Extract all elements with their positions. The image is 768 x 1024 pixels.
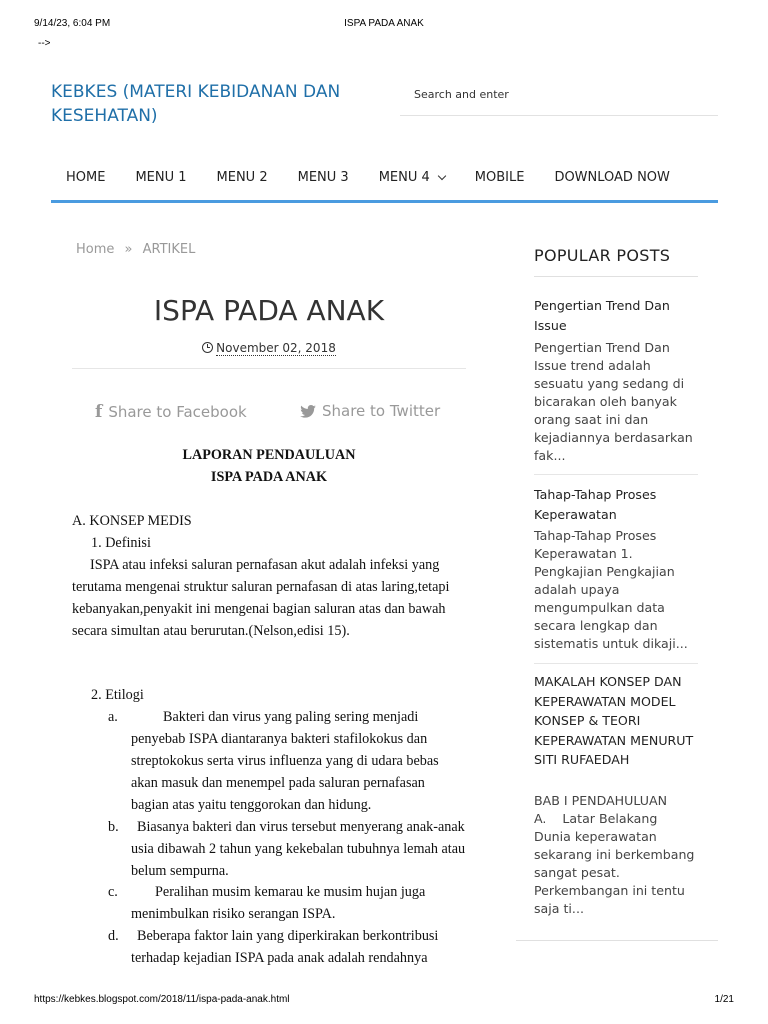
etiologi-marker: c. — [108, 884, 118, 900]
twitter-icon — [300, 405, 316, 418]
share-twitter-label: Share to Twitter — [322, 402, 441, 420]
chevron-down-icon — [438, 172, 446, 180]
share-facebook-button[interactable] — [95, 402, 247, 422]
stray-text: --> — [38, 38, 51, 49]
nav-item-menu-1[interactable]: MENU 1 — [135, 170, 187, 185]
etiologi-item: Biasanya bakteri dan virus tersebut menyerang anak-anak usia dibawah 2 tahun yang kekebalan tubuhnya lemah atau belum sempurna. — [131, 819, 466, 879]
etiologi-marker: b. — [108, 819, 119, 835]
list-item-etiologi: 2. Etilogi — [91, 687, 144, 703]
popular-post-snippet: A. Latar Belakang Dunia keperawatan sekarang ini berkembang sangat pesat. Perkembangan ini tentu saja ti... — [534, 811, 699, 916]
etiologi-marker: d. — [108, 928, 119, 944]
site-title[interactable]: KEBKES (MATERI KEBIDANAN DAN KESEHATAN) — [51, 82, 341, 126]
popular-post-title[interactable]: Pengertian Trend Dan Issue — [534, 298, 670, 333]
paragraph-definisi: ISPA atau infeksi saluran pernafasan akut adalah infeksi yang terutama mengenai struktur saluran pernafasan di atas laring,tetapi kebanyakan,penyakit ini mengenai bagian saluran atas dan bawah secara simultan atau berurutan.(Nelson,edisi 15). — [72, 557, 450, 639]
print-doc-title: ISPA PADA ANAK — [344, 18, 424, 29]
breadcrumb-current[interactable]: ARTIKEL — [142, 242, 196, 257]
list-item-definisi: 1. Definisi — [91, 535, 151, 551]
doc-heading: LAPORAN PENDAULUAN — [182, 447, 356, 463]
breadcrumb-separator: » — [124, 242, 133, 257]
etiologi-item: Bakteri dan virus yang paling sering menjadi penyebab ISPA diantaranya bakteri stafilokokus dan streptokokus serta virus influenza yang di udara bebas akan masuk dan menempel pada saluran pernafasan bagian atas yaitu tenggorokan dan hidung. — [131, 709, 439, 813]
print-datetime: 9/14/23, 6:04 PM — [34, 18, 111, 29]
search-box — [400, 82, 718, 116]
post-body — [72, 444, 466, 488]
popular-post-snippet: Tahap-Tahap Proses Keperawatan 1. Pengkajian Pengkajian adalah upaya mengumpulkan data secara lengkap dan sistematis untuk dikaji... — [534, 528, 688, 651]
share-facebook-label: Share to Facebook — [108, 403, 247, 421]
sidebar-bottom-divider — [516, 940, 718, 941]
nav-item-menu-2[interactable]: MENU 2 — [216, 170, 268, 185]
clock-icon — [202, 342, 213, 353]
etiologi-item: Peralihan musim kemarau ke musim hujan juga menimbulkan risiko serangan ISPA. — [131, 884, 426, 922]
popular-post-divider — [534, 663, 698, 664]
nav-item-download-now[interactable]: DOWNLOAD NOW — [554, 170, 670, 185]
search-input[interactable] — [414, 88, 704, 101]
post-date — [72, 341, 466, 355]
print-page-number: 1/21 — [714, 994, 734, 1005]
nav-item-mobile[interactable]: MOBILE — [474, 170, 525, 185]
popular-post-divider — [534, 474, 698, 475]
etiologi-marker: a. — [108, 709, 118, 725]
print-url: https://kebkes.blogspot.com/2018/11/ispa-pada-anak.html — [34, 994, 290, 1005]
nav-item-home[interactable]: HOME — [66, 170, 106, 185]
breadcrumb-home[interactable]: Home — [76, 242, 115, 257]
nav-item-menu-4[interactable] — [364, 156, 460, 200]
nav-item-menu-3[interactable]: MENU 3 — [297, 170, 349, 185]
share-twitter-button[interactable] — [300, 402, 440, 420]
section-heading: A. KONSEP MEDIS — [72, 513, 192, 529]
popular-post-title[interactable]: MAKALAH KONSEP DAN KEPERAWATAN MODEL KONSEP & TEORI KEPERAWATAN MENURUT SITI RUFAEDAH — [534, 674, 694, 767]
post-title: ISPA PADA ANAK — [153, 294, 385, 327]
breadcrumb — [76, 242, 201, 257]
popular-post-snippet-label: BAB I PENDAHULUAN — [534, 793, 668, 808]
popular-post-title[interactable]: Tahap-Tahap Proses Keperawatan — [534, 487, 657, 522]
post-divider — [72, 368, 466, 369]
main-nav — [51, 156, 718, 203]
facebook-icon: f — [95, 402, 103, 422]
post-date-link[interactable]: November 02, 2018 — [216, 341, 336, 355]
etiologi-item: Beberapa faktor lain yang diperkirakan berkontribusi terhadap kejadian ISPA pada anak adalah rendahnya — [131, 928, 439, 966]
popular-posts-heading: POPULAR POSTS — [534, 246, 671, 265]
doc-subheading: ISPA PADA ANAK — [210, 469, 328, 485]
sidebar-heading-divider — [534, 276, 698, 277]
popular-post-snippet: Pengertian Trend Dan Issue trend adalah sesuatu yang sedang di bicarakan oleh banyak orang saat ini dan kejadiannya berdasarkan fak... — [534, 340, 693, 463]
nav-item-menu-4-label: MENU 4 — [378, 170, 430, 185]
print-header — [0, 0, 768, 49]
